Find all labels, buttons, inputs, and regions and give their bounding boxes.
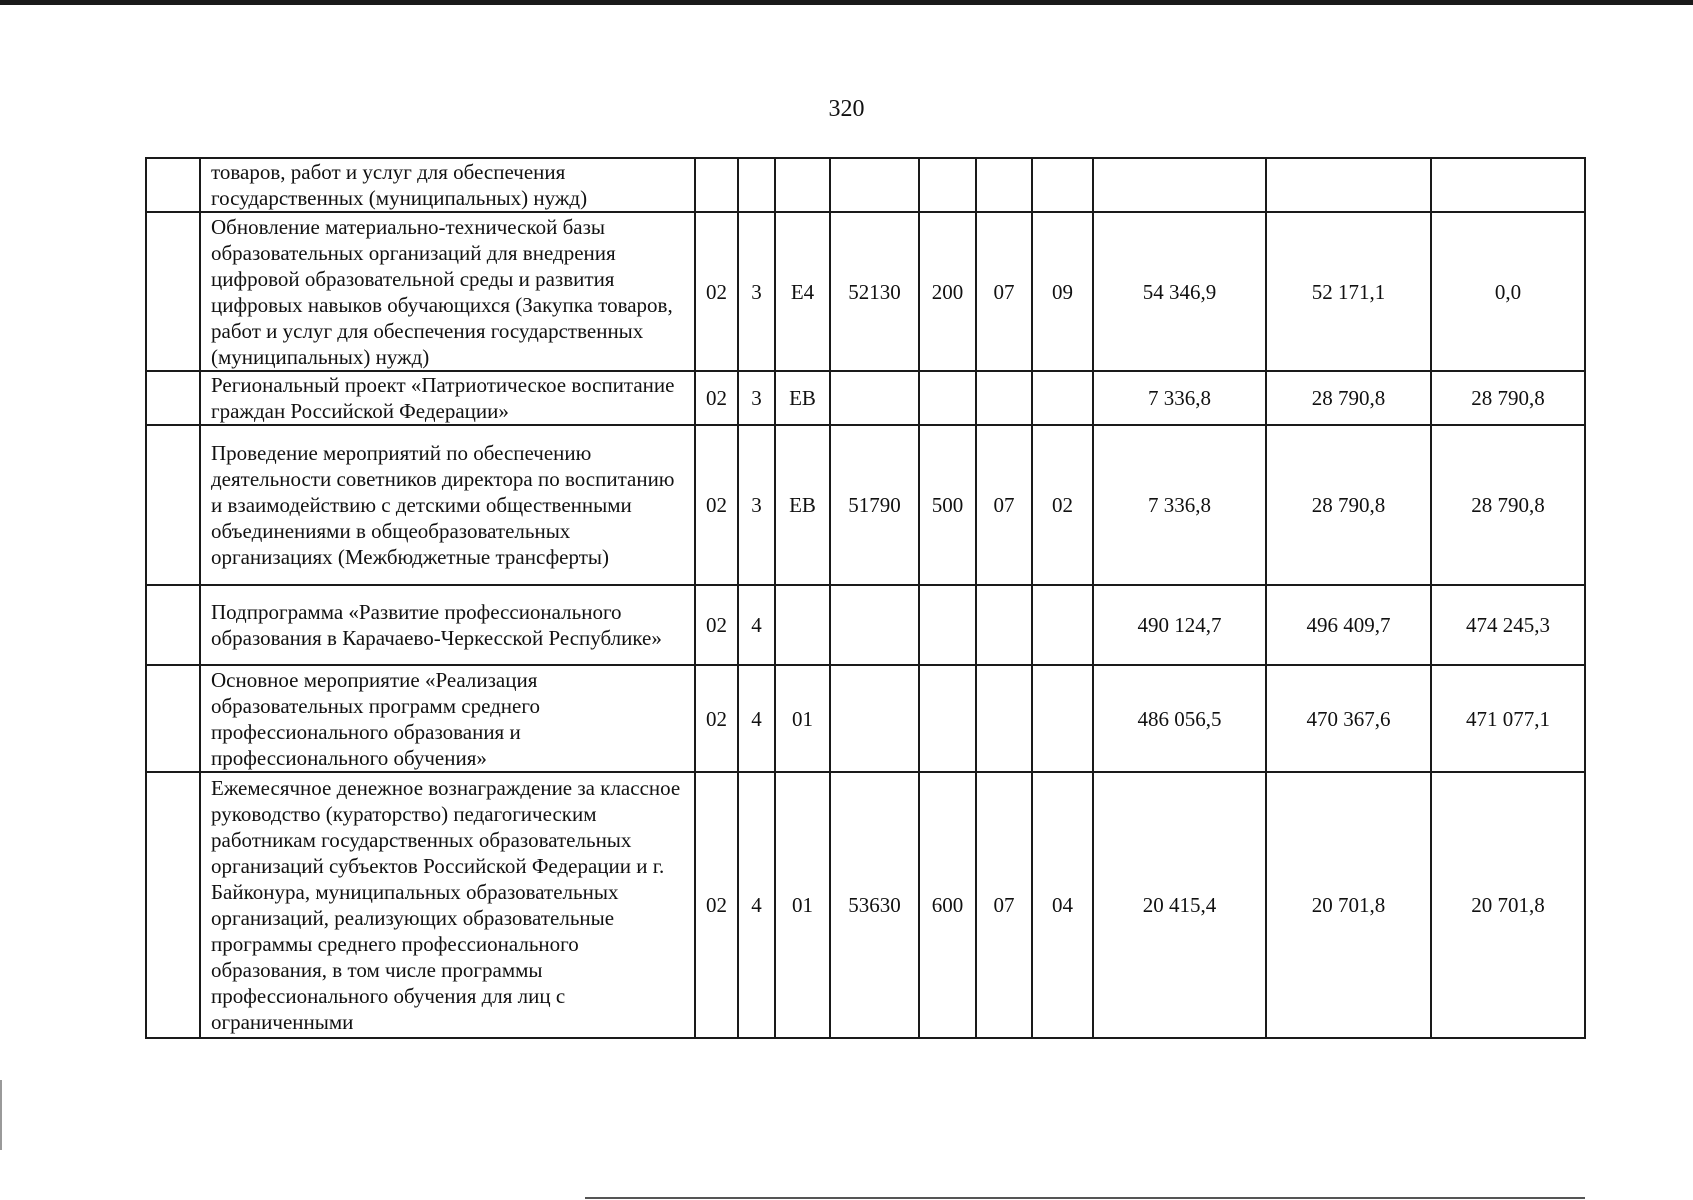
cell-om: 01 xyxy=(775,665,830,772)
row-name: Проведение мероприятий по обеспечению деятельности советников директора по воспитанию и взаимодействию с детскими общественными объединениями в общеобразовательных организациях (Межбюджетные трансферты) xyxy=(200,425,695,585)
table-row xyxy=(146,665,1585,772)
cell-vr xyxy=(919,665,976,772)
cell-pr: 02 xyxy=(1032,425,1093,585)
cell-rz xyxy=(976,158,1032,212)
cell-vr xyxy=(919,158,976,212)
cell-pp: 3 xyxy=(738,425,775,585)
cell-amount-year1: 7 336,8 xyxy=(1093,425,1266,585)
cell-pp: 4 xyxy=(738,585,775,665)
page-number: 320 xyxy=(828,96,865,122)
cell-direction: 51790 xyxy=(830,425,919,585)
cell-amount-year2 xyxy=(1266,158,1431,212)
cell-gp: 02 xyxy=(695,371,738,425)
cell-amount-year3: 28 790,8 xyxy=(1431,371,1585,425)
row-name: Обновление материально-технической базы образовательных организаций для внедрения цифровой образовательной среды и развития цифровых навыков обучающихся (Закупка товаров, работ и услуг для обеспечения государственных (муниципальных) нужд) xyxy=(200,212,695,371)
cell-direction xyxy=(830,665,919,772)
cell-amount-year3: 471 077,1 xyxy=(1431,665,1585,772)
row-number-cell xyxy=(146,585,200,665)
cell-om xyxy=(775,158,830,212)
cell-amount-year2: 52 171,1 xyxy=(1266,212,1431,371)
cell-amount-year3: 20 701,8 xyxy=(1431,772,1585,1038)
cell-pp: 3 xyxy=(738,371,775,425)
cell-pr xyxy=(1032,665,1093,772)
cell-rz xyxy=(976,371,1032,425)
cell-rz xyxy=(976,585,1032,665)
cell-pp: 4 xyxy=(738,772,775,1038)
table-row xyxy=(146,425,1585,585)
table-row xyxy=(146,772,1585,1038)
cell-gp: 02 xyxy=(695,665,738,772)
cell-rz: 07 xyxy=(976,212,1032,371)
table-row xyxy=(146,371,1585,425)
cell-amount-year1: 7 336,8 xyxy=(1093,371,1266,425)
cell-amount-year2: 28 790,8 xyxy=(1266,425,1431,585)
cell-direction: 52130 xyxy=(830,212,919,371)
cell-vr xyxy=(919,585,976,665)
cell-pp: 4 xyxy=(738,665,775,772)
row-number-cell xyxy=(146,425,200,585)
cell-direction xyxy=(830,585,919,665)
cell-om xyxy=(775,585,830,665)
page-bottom-rule xyxy=(585,1197,1585,1199)
cell-pr xyxy=(1032,585,1093,665)
cell-om: ЕВ xyxy=(775,425,830,585)
cell-vr: 200 xyxy=(919,212,976,371)
cell-gp xyxy=(695,158,738,212)
budget-table xyxy=(145,157,1586,1039)
cell-om: ЕВ xyxy=(775,371,830,425)
cell-pp: 3 xyxy=(738,212,775,371)
row-number-cell xyxy=(146,371,200,425)
cell-amount-year2: 496 409,7 xyxy=(1266,585,1431,665)
cell-amount-year2: 470 367,6 xyxy=(1266,665,1431,772)
row-name: Ежемесячное денежное вознаграждение за классное руководство (кураторство) педагогическим работникам государственных образовательных организаций субъектов Российской Федерации и г. Байконура, муниципальных образовательных организаций, реализующих образовательные программы среднего профессионального образования, в том числе программы профессионального обучения для лиц с ограниченными xyxy=(200,772,695,1038)
row-name: Региональный проект «Патриотическое воспитание граждан Российской Федерации» xyxy=(200,371,695,425)
cell-om: 01 xyxy=(775,772,830,1038)
table-row xyxy=(146,158,1585,212)
cell-rz: 07 xyxy=(976,772,1032,1038)
cell-pr: 09 xyxy=(1032,212,1093,371)
row-name: Подпрограмма «Развитие профессионального образования в Карачаево-Черкесской Республике» xyxy=(200,585,695,665)
cell-pp xyxy=(738,158,775,212)
cell-gp: 02 xyxy=(695,585,738,665)
table-row xyxy=(146,585,1585,665)
row-number-cell xyxy=(146,158,200,212)
cell-amount-year1: 486 056,5 xyxy=(1093,665,1266,772)
page-top-border xyxy=(0,0,1693,5)
cell-pr xyxy=(1032,371,1093,425)
row-name: товаров, работ и услуг для обеспечения государственных (муниципальных) нужд) xyxy=(200,158,695,212)
cell-rz: 07 xyxy=(976,425,1032,585)
cell-amount-year2: 20 701,8 xyxy=(1266,772,1431,1038)
cell-amount-year3: 0,0 xyxy=(1431,212,1585,371)
cell-rz xyxy=(976,665,1032,772)
cell-gp: 02 xyxy=(695,212,738,371)
cell-direction xyxy=(830,371,919,425)
cell-amount-year2: 28 790,8 xyxy=(1266,371,1431,425)
row-number-cell xyxy=(146,212,200,371)
cell-direction: 53630 xyxy=(830,772,919,1038)
scan-edge-mark xyxy=(0,1080,2,1150)
row-number-cell xyxy=(146,665,200,772)
cell-om: Е4 xyxy=(775,212,830,371)
cell-amount-year1: 54 346,9 xyxy=(1093,212,1266,371)
cell-gp: 02 xyxy=(695,772,738,1038)
row-name: Основное мероприятие «Реализация образовательных программ среднего профессионального образования и профессионального обучения» xyxy=(200,665,695,772)
cell-amount-year1 xyxy=(1093,158,1266,212)
cell-amount-year1: 20 415,4 xyxy=(1093,772,1266,1038)
cell-amount-year1: 490 124,7 xyxy=(1093,585,1266,665)
cell-pr: 04 xyxy=(1032,772,1093,1038)
cell-amount-year3 xyxy=(1431,158,1585,212)
row-number-cell xyxy=(146,772,200,1038)
cell-vr: 500 xyxy=(919,425,976,585)
cell-amount-year3: 474 245,3 xyxy=(1431,585,1585,665)
cell-direction xyxy=(830,158,919,212)
cell-amount-year3: 28 790,8 xyxy=(1431,425,1585,585)
cell-vr xyxy=(919,371,976,425)
table-row xyxy=(146,212,1585,371)
cell-vr: 600 xyxy=(919,772,976,1038)
cell-pr xyxy=(1032,158,1093,212)
cell-gp: 02 xyxy=(695,425,738,585)
